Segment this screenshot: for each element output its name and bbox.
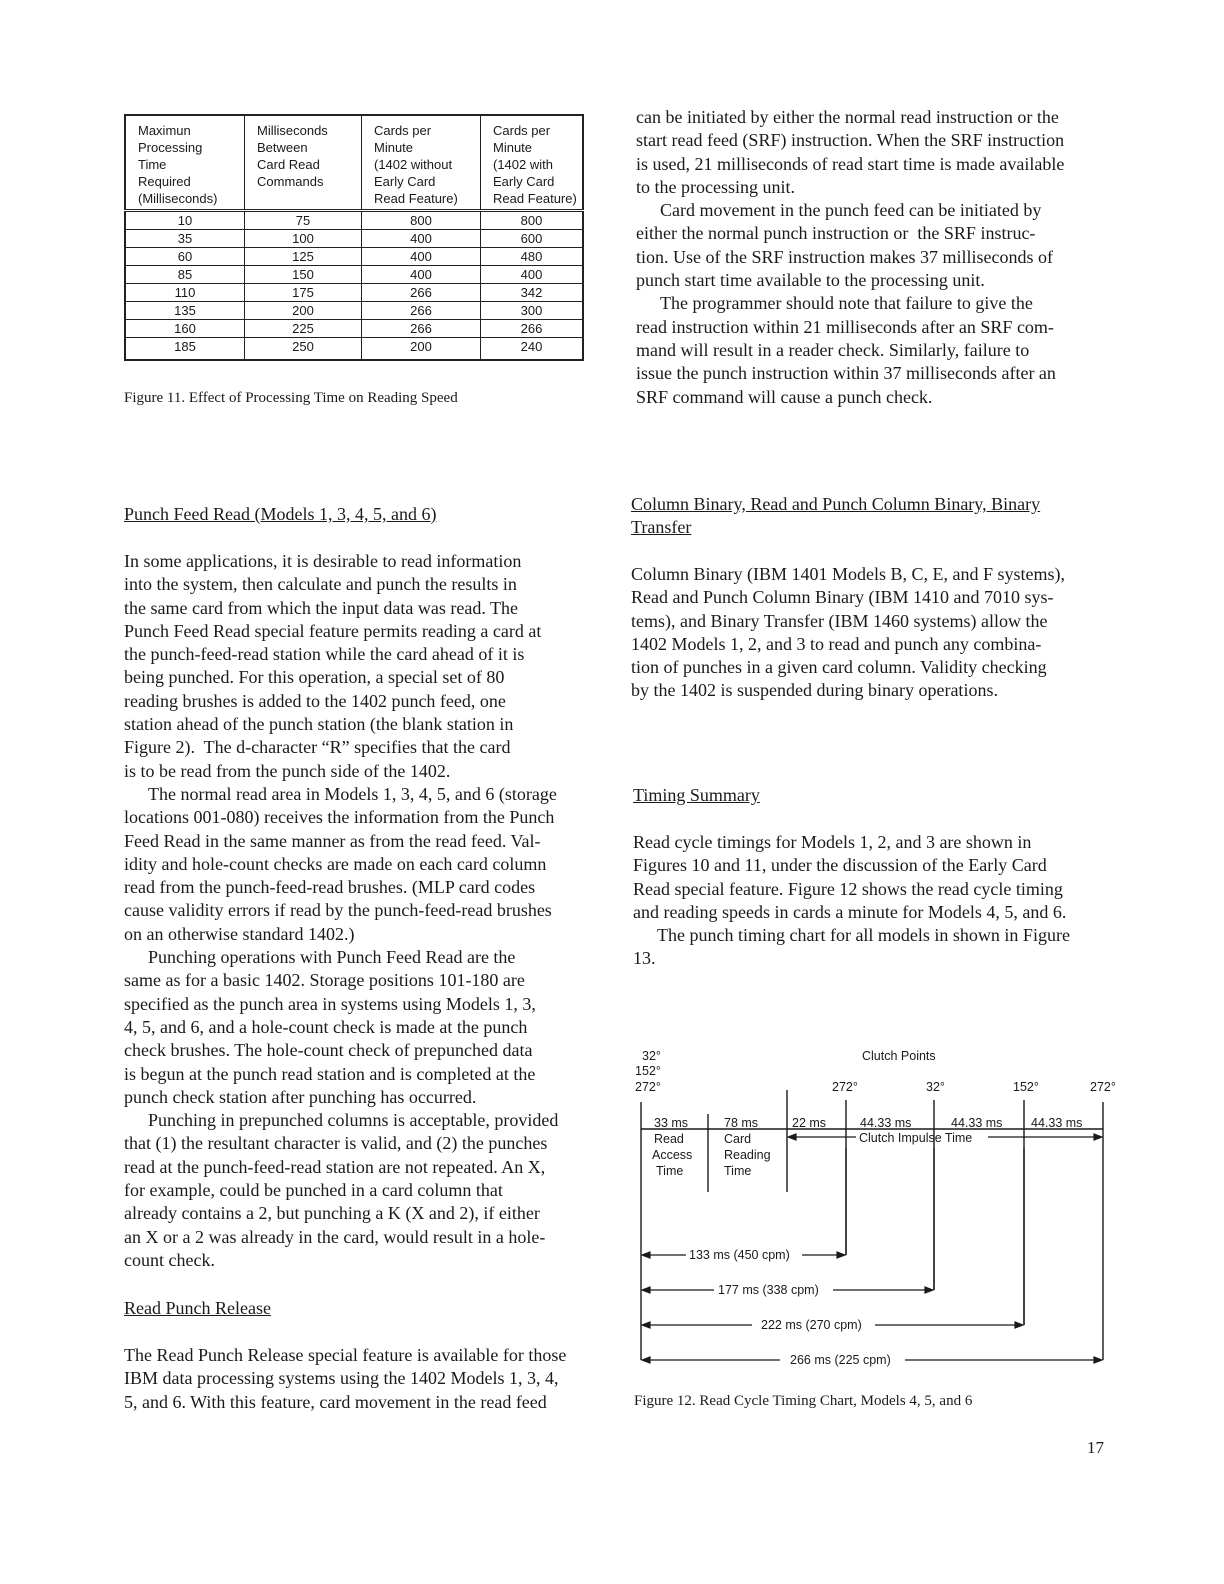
- table-row: [125, 320, 583, 338]
- arrowhead: [642, 1357, 650, 1363]
- paragraph: In some applications, it is desirable to read information into the system, then calculate and punch the results in the same card from which the input data was read. The Punch Feed Read special feature permits reading a card at the punch-feed-read station while the card ahead of it is being punched. For this operation, a special set of 80 reading brushes is added to the 1402 punch feed, one station ahead of the punch station (the blank station in Figure 2). The d-character “R” specifies that the card is to be read from the punch side of the 1402.: [124, 551, 542, 781]
- arrowhead: [642, 1322, 650, 1328]
- card-reading-label: Time: [724, 1164, 752, 1178]
- table-row: [125, 302, 583, 320]
- arrowhead: [1094, 1357, 1102, 1363]
- table-row: [125, 338, 583, 361]
- paragraph: Column Binary (IBM 1401 Models B, C, E, and F systems), Read and Punch Column Binary (IBM 1410 and 7010 sys- tems), and Binary Transfer (IBM 1460 systems) allow the 1402 Models 1, 2, and 3 to read and punch any combina- tion of punches in a given card column. Validity checking by the 1402 is suspended during binary operations.: [631, 564, 1066, 701]
- table-cell: 75: [245, 211, 362, 230]
- header-cpm-without: Cards per Minute (1402 without Early Card Read Feature): [362, 115, 481, 211]
- table-cell: 266: [362, 284, 481, 302]
- table-cell: 175: [245, 284, 362, 302]
- table-cell: 125: [245, 248, 362, 266]
- table-cell: 60: [125, 248, 245, 266]
- read-access-label: Read: [654, 1132, 684, 1146]
- segment-duration: 33 ms: [654, 1116, 689, 1130]
- cycle-label: 133 ms (450 cpm): [689, 1248, 790, 1262]
- table-cell: 800: [362, 211, 481, 230]
- read-access-label: Access: [652, 1148, 693, 1162]
- table-row: [125, 230, 583, 248]
- table-header-row: [125, 115, 583, 211]
- header-max-processing-time: Maximun Processing Time Required (Milliseconds): [125, 115, 245, 211]
- paragraph: Punching operations with Punch Feed Read are the: [148, 947, 516, 968]
- arrowhead: [642, 1287, 650, 1293]
- header-cpm-with: Cards per Minute (1402 with Early Card Read Feature): [481, 115, 584, 211]
- table-cell: 250: [245, 338, 362, 361]
- read-punch-release-body: [124, 1344, 624, 1414]
- table-cell: 266: [481, 320, 584, 338]
- paragraph: The Read Punch Release special feature is available for those IBM data processing systems using the 1402 Models 1, 3, 4, 5, and 6. With this feature, card movement in the read feed: [124, 1345, 567, 1412]
- table-row: [125, 284, 583, 302]
- paragraph: Read cycle timings for Models 1, 2, and 3 are shown in Figures 10 and 11, under the discussion of the Early Card Read special feature. Figure 12 shows the read cycle timing and reading speeds in cards a minute for Models 4, 5, and 6.: [633, 832, 1067, 922]
- figure-11-table: [124, 114, 584, 361]
- figure-12-timing-chart: [630, 1040, 1130, 1370]
- table-cell: 110: [125, 284, 245, 302]
- paragraph: The normal read area in Models 1, 3, 4, 5, and 6 (storage: [148, 783, 557, 804]
- segment-duration: 22 ms: [792, 1116, 827, 1130]
- arrowhead: [1015, 1322, 1023, 1328]
- clutch-degree: 272°: [1090, 1080, 1116, 1094]
- degree-label: 272°: [635, 1080, 661, 1094]
- table-cell: 480: [481, 248, 584, 266]
- table-cell: 225: [245, 320, 362, 338]
- arrowhead: [837, 1252, 845, 1258]
- figure-12-caption: Figure 12. Read Cycle Timing Chart, Models 4, 5, and 6: [634, 1393, 973, 1409]
- table-cell: 400: [362, 248, 481, 266]
- header-ms-between-reads: Milliseconds Between Card Read Commands: [245, 115, 362, 211]
- figure-11-caption: Figure 11. Effect of Processing Time on Reading Speed: [124, 390, 458, 406]
- heading-column-binary: Column Binary, Read and Punch Column Binary, Binary Transfer: [631, 494, 1041, 537]
- heading-read-punch-release: Read Punch Release: [124, 1298, 271, 1318]
- arrowhead: [925, 1287, 933, 1293]
- heading-punch-feed-read: Punch Feed Read (Models 1, 3, 4, 5, and 6): [124, 504, 437, 524]
- table-cell: 266: [362, 320, 481, 338]
- table-cell: 400: [481, 266, 584, 284]
- degree-label: 32°: [642, 1049, 661, 1063]
- table-cell: 400: [362, 230, 481, 248]
- table-cell: 200: [245, 302, 362, 320]
- segment-duration: 78 ms: [724, 1116, 759, 1130]
- segment-duration: 44.33 ms: [951, 1116, 1003, 1130]
- clutch-degree: 32°: [926, 1080, 945, 1094]
- column-binary-body: [631, 563, 1131, 703]
- clutch-impulse-label: Clutch Impulse Time: [859, 1131, 973, 1145]
- table-cell: 85: [125, 266, 245, 284]
- segment-duration: 44.33 ms: [1031, 1116, 1083, 1130]
- clutch-degree: 152°: [1013, 1080, 1039, 1094]
- paragraph: Card movement in the punch feed can be initiated by either the normal punch instruction or the SRF instruc- tion. Use of the SRF instruction makes 37 milliseconds of punch start time available to the processing unit.: [636, 200, 1053, 291]
- table-cell: 240: [481, 338, 584, 361]
- table-cell: 160: [125, 320, 245, 338]
- paragraph-cont: that (1) the resultant character is valid, and (2) the punches read at the punch-feed-read station are not repeated. An X, for example, could be punched in a card column that already contains a 2, but punching a K (X and 2), if either an X or a 2 was already in the card, would result in a hole- count check.: [124, 1133, 548, 1270]
- degree-label: 152°: [635, 1064, 661, 1078]
- paragraph: The programmer should note that failure to give the read instruction within 21 milliseconds after an SRF com- mand will result in a reader check. Similarly, failure to issue the punch instruction within 37 milliseconds after an SRF command will cause a punch check.: [636, 293, 1056, 407]
- paragraph-cont: can be initiated by either the normal read instruction or the start read feed (SRF) instruction. When the SRF instruction is used, 21 milliseconds of read start time is made available to the processing unit.: [636, 107, 1065, 197]
- table-cell: 800: [481, 211, 584, 230]
- cycle-label: 266 ms (225 cpm): [790, 1353, 891, 1367]
- clutch-degree: 272°: [832, 1080, 858, 1094]
- arrowhead: [642, 1252, 650, 1258]
- table-cell: 400: [362, 266, 481, 284]
- table-cell: 150: [245, 266, 362, 284]
- paragraph-cont: same as for a basic 1402. Storage positions 101-180 are specified as the punch area in systems using Models 1, 3, 4, 5, and 6, and a hole-count check is made at the punch check brushes. The hole-count check of prepunched data is begun at the punch read station and is completed at the punch check station after punching has occurred.: [124, 970, 536, 1107]
- paragraph: Punching in prepunched columns is acceptable, provided: [148, 1110, 559, 1131]
- table-cell: 10: [125, 211, 245, 230]
- card-reading-label: Reading: [724, 1148, 771, 1162]
- segment-duration: 44.33 ms: [860, 1116, 912, 1130]
- paragraph: The punch timing chart for all models in shown in Figure 13.: [633, 925, 1070, 969]
- table-cell: 135: [125, 302, 245, 320]
- cycle-label: 222 ms (270 cpm): [761, 1318, 862, 1332]
- cycle-label: 177 ms (338 cpm): [718, 1283, 819, 1297]
- card-reading-label: Card: [724, 1132, 752, 1146]
- table-cell: 266: [362, 302, 481, 320]
- paragraph-cont: locations 001-080) receives the information from the Punch Feed Read in the same manner as from the read feed. Val- idity and hole-count checks are made on each card column read from the punch-feed-read brushes. (MLP card codes cause validity errors if read by the punch-feed-read brushes on an otherwise standard 1402.): [124, 807, 555, 944]
- table-row: [125, 211, 583, 230]
- right-body-top: [636, 106, 1136, 409]
- table-cell: 342: [481, 284, 584, 302]
- table-cell: 100: [245, 230, 362, 248]
- table-row: [125, 248, 583, 266]
- clutch-points-title: Clutch Points: [862, 1049, 936, 1063]
- table-row: [125, 266, 583, 284]
- table-cell: 35: [125, 230, 245, 248]
- table-cell: 300: [481, 302, 584, 320]
- arrowhead: [788, 1134, 796, 1140]
- left-body: [124, 550, 614, 1272]
- timing-summary-body: [633, 831, 1133, 971]
- read-access-label: Time: [656, 1164, 684, 1178]
- table-cell: 185: [125, 338, 245, 361]
- arrowhead: [1094, 1134, 1102, 1140]
- table-cell: 600: [481, 230, 584, 248]
- table-cell: 200: [362, 338, 481, 361]
- page-number: 17: [1087, 1438, 1104, 1457]
- heading-timing-summary: Timing Summary: [633, 785, 760, 805]
